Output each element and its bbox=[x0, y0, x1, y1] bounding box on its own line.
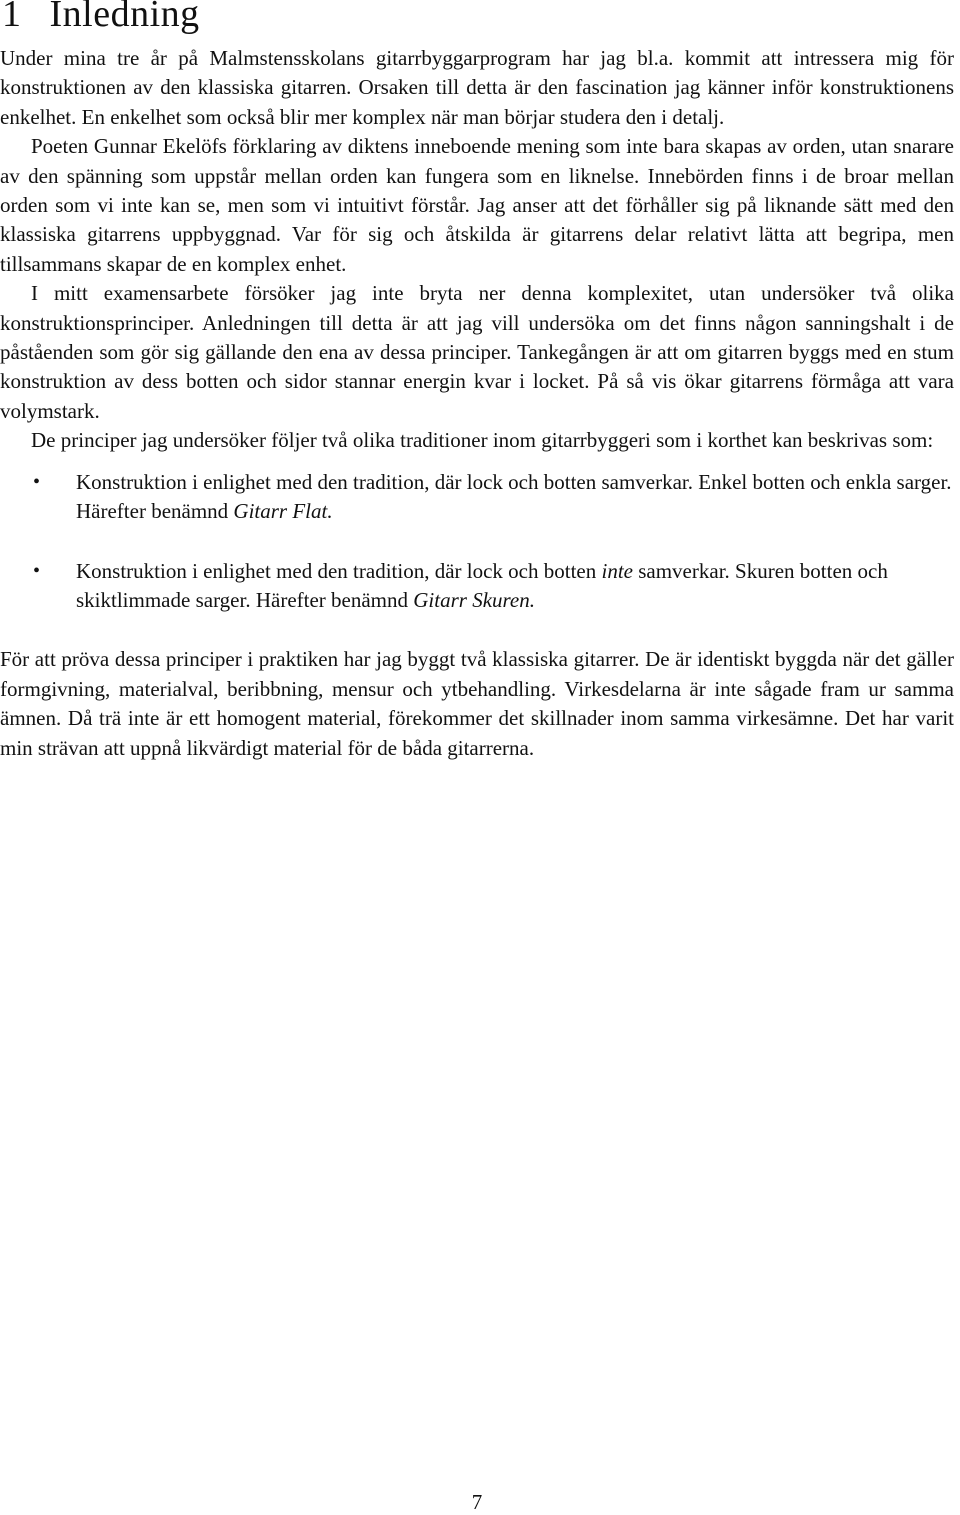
paragraph-ekelof: Poeten Gunnar Ekelöfs förklaring av diktens inneboende mening som inte bara skapas av orden, utan snarare av den spänning som uppstår mellan orden kan fungera som en liknelse. Innebörden finns i de broar mellan orden som vi inte kan se, men som vi intuitivt förstår. Jag anser att det förhåller sig på liknande sätt med den klassiska gitarrens uppbyggnad. Var för sig och åtskilda är gitarrens delar relativt lätta att begripa, men tillsammans skapar de en komplex enhet. bbox=[0, 134, 954, 276]
chapter-heading bbox=[2, 0, 200, 36]
paragraph-examensarbete: I mitt examensarbete försöker jag inte bryta ner denna komplexitet, utan undersöker två olika konstruktionsprinciper. Anledningen till detta är att jag vill undersöka om det finns någon sanningshalt i de påståenden som gör sig gällande den ena av dessa principer. Tankegången är att om gitarren byggs med en stum konstruktion av dess botten och sidor stannar energin kvar i locket. På så vis ökar gitarrens förmåga att vara volymstark. bbox=[0, 281, 954, 423]
bullet-icon: • bbox=[33, 559, 41, 582]
list-item-name: Gitarr Skuren. bbox=[413, 587, 535, 612]
list-item bbox=[0, 468, 954, 527]
list-item bbox=[0, 557, 954, 616]
paragraph-intro: Under mina tre år på Malmstensskolans gitarrbyggarprogram har jag bl.a. kommit att intressera mig för konstruktionen av den klassiska gitarren. Orsaken till detta är den fascination jag känner inför konstruktionens enkelhet. En enkelhet som också blir mer komplex när man börjar studera den i detalj. bbox=[0, 46, 954, 129]
chapter-title: Inledning bbox=[49, 0, 200, 35]
page-number: 7 bbox=[471, 1490, 483, 1514]
bullet-icon: • bbox=[33, 470, 41, 493]
list-item-emphasis: inte bbox=[601, 558, 633, 583]
paragraph-principer: De principer jag undersöker följer två olika traditioner inom gitarrbyggeri som i korthet kan beskrivas som: bbox=[31, 428, 934, 453]
principle-list bbox=[0, 468, 954, 616]
list-item-text: Konstruktion i enlighet med den tradition, där lock och botten bbox=[76, 558, 602, 583]
paragraph-praktik: För att pröva dessa principer i praktiken har jag byggt två klassiska gitarrer. De är identiskt byggda när det gäller formgivning, materialval, beribbning, mensur och ytbehandling. Virkesdelarna är inte sågade fram ur samma ämnen. Då trä inte är ett homogent material, förekommer det skillnader inom samma virkesämne. Det har varit min strävan att uppnå likvärdigt material för de båda gitarrerna. bbox=[0, 647, 954, 760]
list-item-text: Konstruktion i enlighet med den tradition, där lock och botten samverkar. Enkel botten och enkla sarger. Härefter benämnd bbox=[76, 469, 952, 524]
body-text bbox=[0, 44, 954, 763]
chapter-number: 1 bbox=[2, 0, 22, 35]
list-item-name: Gitarr Flat. bbox=[233, 499, 333, 524]
list-item-text-cont: samverkar. Skuren botten och skiktlimmade sarger. Härefter benämnd bbox=[76, 558, 888, 612]
